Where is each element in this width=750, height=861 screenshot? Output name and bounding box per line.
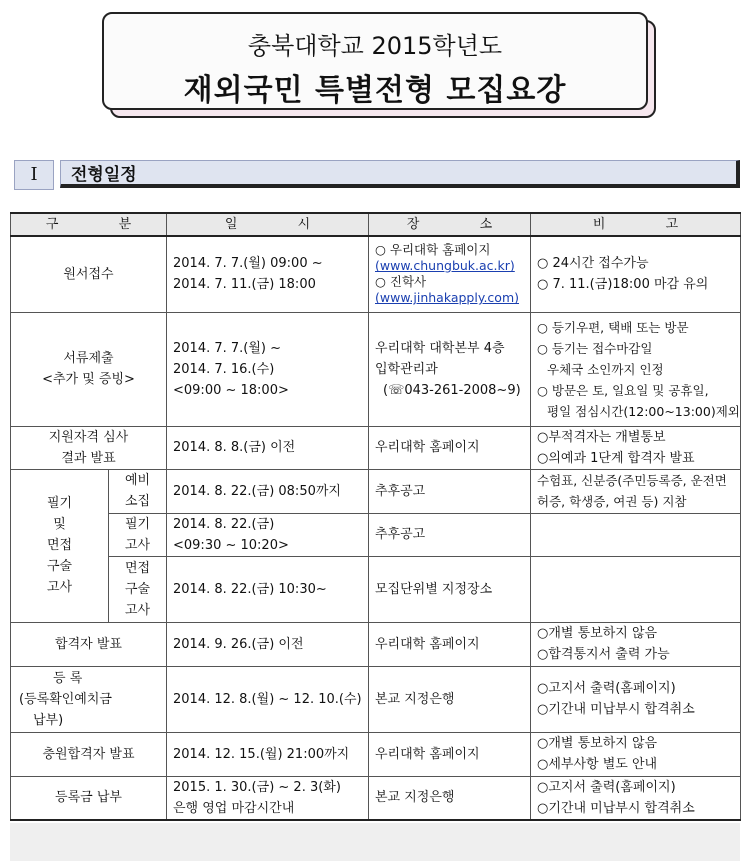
datetime-cell: 2014. 8. 22.(금) 08:50까지: [167, 469, 369, 513]
place-cell: 본교 지정은행: [369, 666, 531, 732]
note-cell: ○개별 통보하지 않음 ○세부사항 별도 안내: [531, 732, 741, 776]
table-row: [11, 666, 741, 732]
datetime-cell: 2014. 8. 22.(금) 10:30~: [167, 556, 369, 622]
chungbuk-website-link[interactable]: (www.chungbuk.ac.kr): [375, 258, 515, 274]
datetime-cell: 2014. 12. 8.(월) ~ 12. 10.(수): [167, 666, 369, 732]
column-header: 일 시: [167, 213, 369, 236]
category-cell: 등 록 (등록확인예치금 납부): [11, 666, 167, 732]
sub-category-cell: 필기 고사: [109, 513, 167, 556]
category-cell: 충원합격자 발표: [11, 732, 167, 776]
datetime-cell: 2014. 8. 22.(금) <09:30 ~ 10:20>: [167, 513, 369, 556]
place-cell: 추후공고: [369, 469, 531, 513]
table-row: [11, 236, 741, 312]
table-row: [11, 776, 741, 820]
table-row: [11, 732, 741, 776]
note-cell: 수험표, 신분증(주민등록증, 운전면 허증, 학생증, 여권 등) 지참: [531, 469, 741, 513]
place-cell: 우리대학 홈페이지: [369, 622, 531, 666]
table-row: [11, 426, 741, 469]
section-number: I: [14, 160, 54, 190]
category-cell: 서류제출 <추가 및 증빙>: [11, 312, 167, 426]
exam-group-cell: 필기 및 면접 구술 고사: [11, 469, 109, 622]
datetime-cell: 2014. 12. 15.(월) 21:00까지: [167, 732, 369, 776]
table-row: [11, 556, 741, 622]
document-title-box: [102, 12, 648, 110]
column-header: 구 분: [11, 213, 167, 236]
table-row: [11, 312, 741, 426]
category-cell: 원서접수: [11, 236, 167, 312]
datetime-cell: 2014. 7. 7.(월) ~ 2014. 7. 16.(수) <09:00 ~ 18:00>: [167, 312, 369, 426]
category-cell: 합격자 발표: [11, 622, 167, 666]
table-row: [11, 622, 741, 666]
table-row: [11, 469, 741, 513]
document-title-line1: 충북대학교 2015학년도: [247, 32, 503, 60]
place-cell: 추후공고: [369, 513, 531, 556]
datetime-cell: 2015. 1. 30.(금) ~ 2. 3(화) 은행 영업 마감시간내: [167, 776, 369, 820]
note-cell: [531, 556, 741, 622]
jinhakapply-website-link[interactable]: (www.jinhakapply.com): [375, 290, 520, 306]
place-cell: ○ 우리대학 홈페이지 (www.chungbuk.ac.kr) ○ 진학사 (www.jinhakapply.com): [369, 236, 531, 312]
note-cell: [531, 513, 741, 556]
datetime-cell: 2014. 9. 26.(금) 이전: [167, 622, 369, 666]
note-cell: ○ 24시간 접수가능 ○ 7. 11.(금)18:00 마감 유의: [531, 236, 741, 312]
note-cell: ○개별 통보하지 않음 ○합격통지서 출력 가능: [531, 622, 741, 666]
place-cell: 우리대학 홈페이지: [369, 426, 531, 469]
category-cell: 등록금 납부: [11, 776, 167, 820]
sub-category-cell: 면접 구술 고사: [109, 556, 167, 622]
place-cell: 우리대학 대학본부 4층 입학관리과 (☏043-261-2008~9): [369, 312, 531, 426]
note-cell: ○부적격자는 개별통보 ○의예과 1단계 합격자 발표: [531, 426, 741, 469]
schedule-table: [10, 212, 741, 821]
table-row: [11, 513, 741, 556]
category-cell: 지원자격 심사 결과 발표: [11, 426, 167, 469]
page-bottom-band: [10, 823, 740, 861]
place-cell: 모집단위별 지정장소: [369, 556, 531, 622]
datetime-cell: 2014. 7. 7.(월) 09:00 ~ 2014. 7. 11.(금) 18:00: [167, 236, 369, 312]
place-cell: 본교 지정은행: [369, 776, 531, 820]
note-cell: ○ 등기우편, 택배 또는 방문 ○ 등기는 접수마감일 우체국 소인까지 인정 ○ 방문은 토, 일요일 및 공휴일, 평일 점심시간(12:00~13:00)제외: [531, 312, 741, 426]
column-header: 비 고: [531, 213, 741, 236]
column-header: 장 소: [369, 213, 531, 236]
section-title: 전형일정: [60, 160, 740, 188]
note-cell: ○고지서 출력(홈페이지) ○기간내 미납부시 합격취소: [531, 776, 741, 820]
note-cell: ○고지서 출력(홈페이지) ○기간내 미납부시 합격취소: [531, 666, 741, 732]
datetime-cell: 2014. 8. 8.(금) 이전: [167, 426, 369, 469]
sub-category-cell: 예비 소집: [109, 469, 167, 513]
table-header-row: [11, 213, 741, 236]
place-cell: 우리대학 홈페이지: [369, 732, 531, 776]
document-title-line2: 재외국민 특별전형 모집요강: [183, 73, 567, 108]
